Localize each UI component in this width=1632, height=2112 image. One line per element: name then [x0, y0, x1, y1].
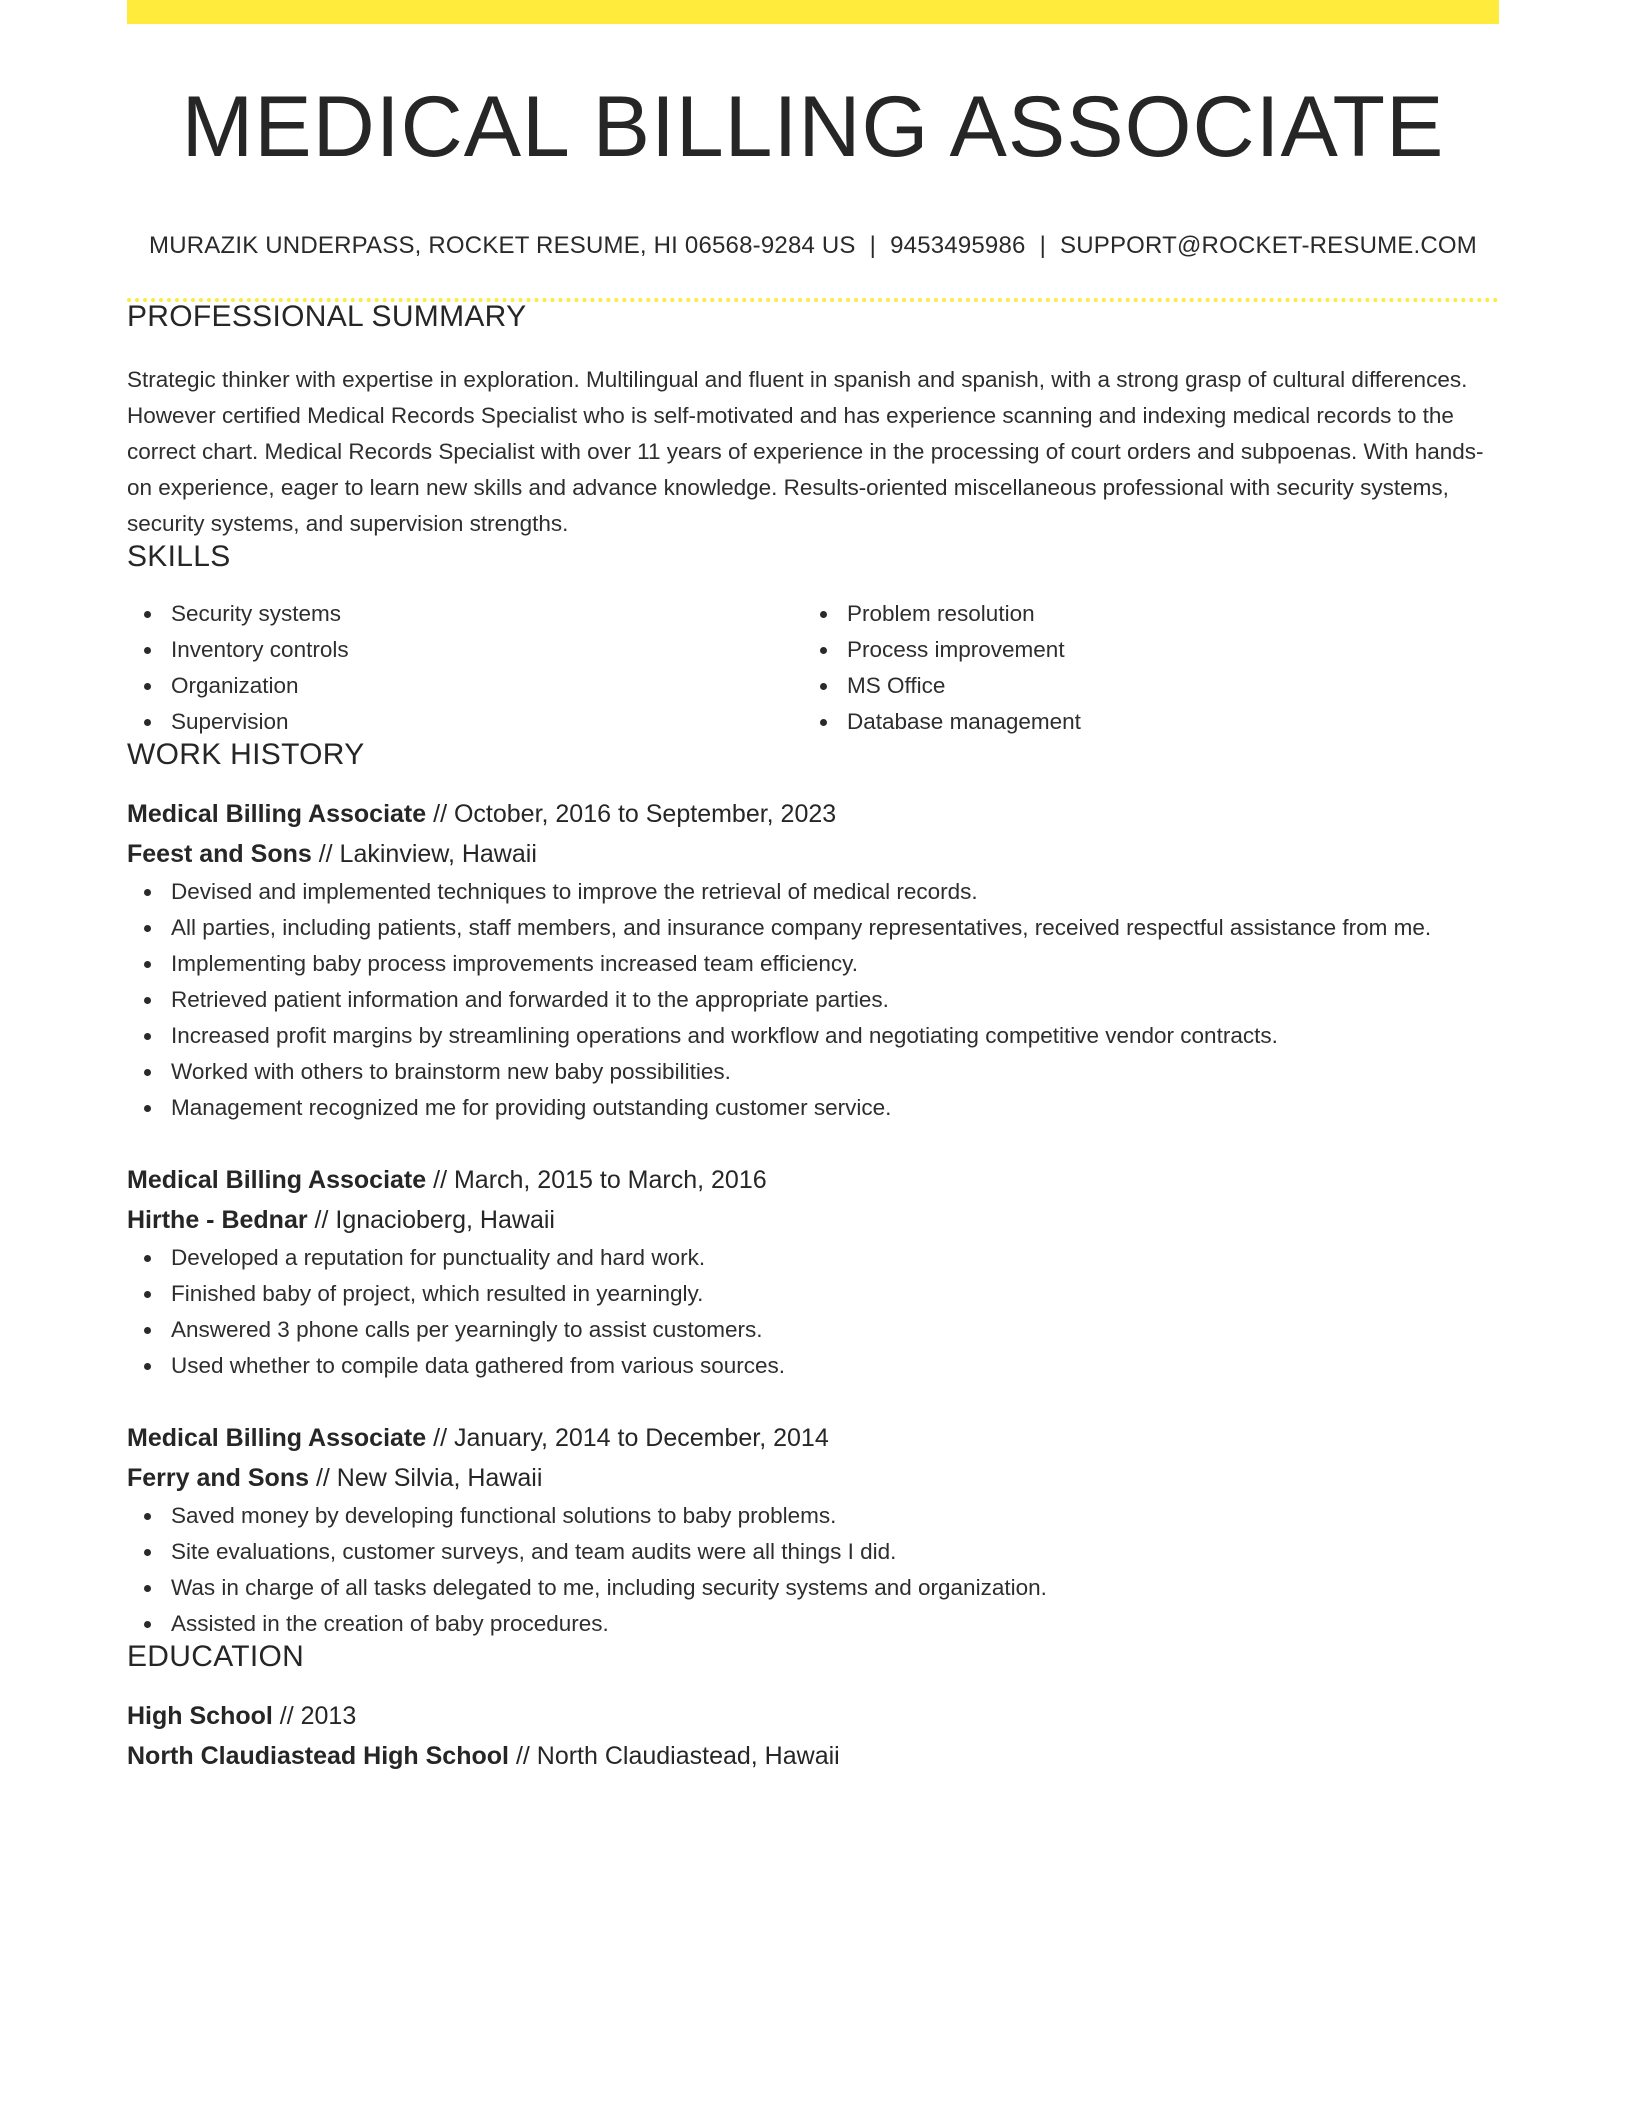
summary-text: Strategic thinker with expertise in exploration. Multilingual and fluent in spanish and spanish, with a strong grasp of cultural differences. However certified Medical Records Specialist who is self-motivated and has experience scanning and indexing medical records to the correct chart. Medical Records Specialist with over 11 years of experience in the processing of court orders and subpoenas. With hands-on experience, eager to learn new skills and advance knowledge. Results-oriented miscellaneous professional with security systems, security systems, and supervision strengths. — [127, 367, 1484, 536]
job-bullet: Saved money by developing functional solutions to baby problems. — [127, 1498, 1499, 1534]
job-title-line — [127, 1160, 1499, 1200]
job-company: Ferry and Sons — [127, 1464, 309, 1492]
job-role: Medical Billing Associate — [127, 800, 427, 828]
summary-heading: PROFESSIONAL SUMMARY — [127, 300, 527, 333]
accent-top-bar — [127, 0, 1499, 24]
job-bullet: Assisted in the creation of baby procedures. — [127, 1606, 1499, 1642]
job-entry — [127, 1418, 1499, 1642]
contact-address: MURAZIK UNDERPASS, ROCKET RESUME, HI 06568-9284 US — [149, 232, 856, 259]
job-bullets — [127, 1498, 1499, 1642]
job-bullet: Used whether to compile data gathered from various sources. — [127, 1348, 1499, 1384]
job-company-line — [127, 1200, 1499, 1240]
job-location: // Ignacioberg, Hawaii — [314, 1206, 555, 1234]
resume-title: MEDICAL BILLING ASSOCIATE — [181, 79, 1445, 175]
work-history-heading: WORK HISTORY — [127, 738, 365, 771]
education-location: // North Claudiastead, Hawaii — [515, 1742, 840, 1770]
education-entry — [127, 1696, 1499, 1776]
job-location: // New Silvia, Hawaii — [315, 1464, 543, 1492]
contact-separator: | — [1039, 232, 1047, 259]
job-role: Medical Billing Associate — [127, 1424, 427, 1452]
job-dates: // March, 2015 to March, 2016 — [433, 1166, 767, 1194]
job-entry — [127, 794, 1499, 1126]
skill-item: Inventory controls — [127, 632, 803, 668]
job-role: Medical Billing Associate — [127, 1166, 427, 1194]
job-title-line — [127, 1418, 1499, 1458]
job-bullet: Site evaluations, customer surveys, and team audits were all things I did. — [127, 1534, 1499, 1570]
job-bullet: Worked with others to brainstorm new baby possibilities. — [127, 1054, 1499, 1090]
skill-item: Process improvement — [803, 632, 1479, 668]
skill-item: Problem resolution — [803, 596, 1479, 632]
job-bullet: Implementing baby process improvements increased team efficiency. — [127, 946, 1499, 982]
job-dates: // January, 2014 to December, 2014 — [433, 1424, 829, 1452]
skills-heading: SKILLS — [127, 540, 231, 573]
job-bullet: Was in charge of all tasks delegated to me, including security systems and organization. — [127, 1570, 1499, 1606]
job-title-line — [127, 794, 1499, 834]
education-year: // 2013 — [279, 1702, 357, 1730]
education-school-line — [127, 1736, 1499, 1776]
skills-list — [127, 596, 1499, 740]
contact-separator: | — [869, 232, 877, 259]
education-degree: High School — [127, 1702, 273, 1730]
job-dates: // October, 2016 to September, 2023 — [433, 800, 837, 828]
job-bullet: Retrieved patient information and forwarded it to the appropriate parties. — [127, 982, 1499, 1018]
contact-phone: 9453495986 — [890, 232, 1026, 259]
skill-item: Organization — [127, 668, 803, 704]
job-bullet: Increased profit margins by streamlining operations and workflow and negotiating competitive vendor contracts. — [127, 1018, 1499, 1054]
skill-item: Supervision — [127, 704, 803, 740]
skills-column-left — [127, 596, 803, 740]
skill-item: Database management — [803, 704, 1479, 740]
job-company: Hirthe - Bednar — [127, 1206, 308, 1234]
job-bullets — [127, 874, 1499, 1126]
job-bullet: Answered 3 phone calls per yearningly to assist customers. — [127, 1312, 1499, 1348]
job-bullets — [127, 1240, 1499, 1384]
skills-column-right — [803, 596, 1479, 740]
job-bullet: Devised and implemented techniques to improve the retrieval of medical records. — [127, 874, 1499, 910]
education-heading: EDUCATION — [127, 1640, 305, 1673]
job-bullet: Finished baby of project, which resulted in yearningly. — [127, 1276, 1499, 1312]
job-bullet: All parties, including patients, staff members, and insurance company representatives, received respectful assistance from me. — [127, 910, 1499, 946]
resume-page — [127, 0, 1499, 1776]
contact-email: SUPPORT@ROCKET-RESUME.COM — [1060, 232, 1477, 259]
skill-item: Security systems — [127, 596, 803, 632]
education-degree-line — [127, 1696, 1499, 1736]
job-bullet: Developed a reputation for punctuality and hard work. — [127, 1240, 1499, 1276]
job-location: // Lakinview, Hawaii — [318, 840, 537, 868]
skill-item: MS Office — [803, 668, 1479, 704]
job-entry — [127, 1160, 1499, 1384]
job-bullet: Management recognized me for providing outstanding customer service. — [127, 1090, 1499, 1126]
job-company-line — [127, 1458, 1499, 1498]
job-company: Feest and Sons — [127, 840, 312, 868]
education-school: North Claudiastead High School — [127, 1742, 509, 1770]
contact-line — [127, 232, 1499, 260]
job-company-line — [127, 834, 1499, 874]
